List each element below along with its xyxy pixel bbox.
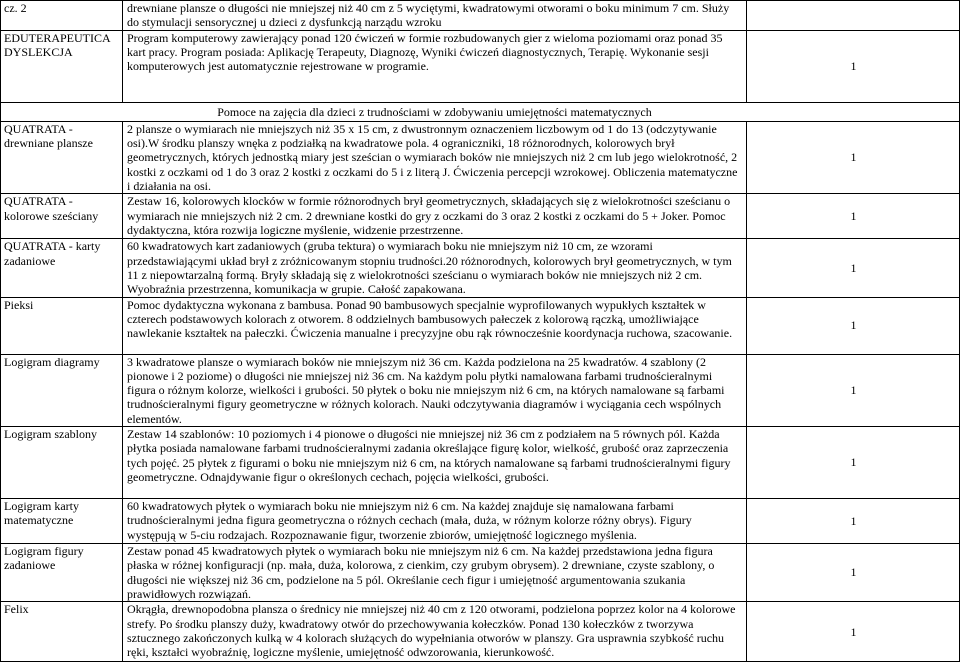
item-description: 3 kwadratowe plansze o wymiarach boków nie mniejszym niż 36 cm. Każda podzielona na 25 kwadratów. 4 szablony (2 pionowe i 2 poziome) o długości nie mniejszej niż 36 cm. Na każdym polu płytki namalowana farbami trudnościeralnymi figura o różnym kolorze, wielkości i grubości. 50 płytek o boku nie mniejszym niż 6 cm, na których namalowane są farbami trudnościeralnymi figury geometryczne w różnych kolorach. Nauki odczytywania diagramów i wyciągania cech wspólnych elementów.: [123, 354, 747, 426]
item-name: QUATRATA - karty zadaniowe: [1, 239, 123, 297]
item-name: Logigram szablony: [1, 427, 123, 499]
item-quantity: 1: [747, 354, 960, 426]
section-header-row: [1, 102, 960, 121]
item-quantity: 1: [747, 602, 960, 662]
table-row: [1, 30, 960, 102]
item-description: 2 plansze o wymiarach nie mniejszych niż 35 x 15 cm, z dwustronnym oznaczeniem liczbowym od 1 do 13 (odczytywanie osi).W środku planszy wnęka z podziałką na kwadratowe pola. 4 ograniczniki, 18 różnorodnych, kolorowych brył geometrycznych, których jednostką miary jest sześcian o wymiarach boków nie mniejszych niż 2 cm lub jego wielokrotność, 2 kostki z oczkami od 1 do 3 oraz 2 kostki z oczkami do 5 i z literą J. Ćwiczenia percepcji wzrokowej. Obliczenia matematyczne i działania na osi.: [123, 121, 747, 193]
item-name: Logigram figury zadaniowe: [1, 544, 123, 602]
item-quantity: 1: [747, 121, 960, 193]
item-description: drewniane plansze o długości nie mniejszej niż 40 cm z 5 wyciętymi, kwadratowymi otworami o boku minimum 7 cm. Służy do stymulacji sensorycznej u dzieci z dysfunkcją narządu wzroku: [123, 1, 747, 31]
table-row: [1, 354, 960, 426]
item-quantity: [747, 1, 960, 31]
item-name: EDUTERAPEUTICA DYSLEKCJA: [1, 30, 123, 102]
item-quantity: 1: [747, 30, 960, 102]
item-description: 60 kwadratowych płytek o wymiarach boku nie mniejszym niż 6 cm. Na każdej znajduje się namalowana farbami trudnościeralnymi jedna figura geometryczna o różnych cechach (mała, duża, w różnym kolorze różny obrys). Figury występują w 5-ciu rodzajach. Rozpoznawanie figur, tworzenie zbiorów, umiejętność logicznego myślenia.: [123, 499, 747, 544]
item-description: Program komputerowy zawierający ponad 120 ćwiczeń w formie rozbudowanych gier z wieloma poziomami oraz ponad 35 kart pracy. Program posiada: Aplikację Terapeuty, Diagnozę, Wyniki ćwiczeń diagnostycznych, Terapię. Wykonanie sesji komputerowych jest automatycznie rejestrowane w programie.: [123, 30, 747, 102]
table-row: [1, 499, 960, 544]
item-description: Pomoc dydaktyczna wykonana z bambusa. Ponad 90 bambusowych specjalnie wyprofilowanych wypukłych kształtek w czterech podstawowych kolorach z otworem. 8 oddzielnych bambusowych pałeczek z kolorową rączką, umożliwiające nawlekanie kształtek na pałeczki. Ćwiczenia manualne i precyzyjne obu rąk równocześnie koordynacja ruchowa, szacowanie.: [123, 297, 747, 354]
section-title: Pomoce na zajęcia dla dzieci z trudnościami w zdobywaniu umiejętności matematycznych: [123, 102, 747, 121]
item-name: Felix: [1, 602, 123, 662]
item-quantity: 1: [747, 239, 960, 297]
item-quantity: 1: [747, 499, 960, 544]
table-row: [1, 194, 960, 239]
table-row: [1, 544, 960, 602]
table-row: [1, 427, 960, 499]
item-quantity: 1: [747, 427, 960, 499]
table-row: [1, 239, 960, 297]
item-description: Zestaw 14 szablonów: 10 poziomych i 4 pionowe o długości nie mniejszej niż 36 cm z podziałem na 5 równych pól. Każda płytka posiada namalowane farbami trudnościeralnymi zadania określające figurę kolor, wielkość, grubość oraz zaprzeczenia tych pojęć. 25 płytek z figurami o boku nie mniejszym niż 6 cm, na których namalowane są farbami trudnościeralnymi figury geometryczne. Odnajdywanie figur o określonych cechach, pojęcia wielkości, grubości.: [123, 427, 747, 499]
item-quantity: 1: [747, 297, 960, 354]
table-row: [1, 1, 960, 31]
item-name: QUATRATA - drewniane plansze: [1, 121, 123, 193]
item-name: QUATRATA - kolorowe sześciany: [1, 194, 123, 239]
item-description: 60 kwadratowych kart zadaniowych (gruba tektura) o wymiarach boku nie mniejszym niż 10 cm, ze wzorami przedstawiającymi układ brył z zróżnicowanym stopniu trudności.20 różnorodnych, kolorowych brył geometrycznych, w tym 11 z niepowtarzalną formą. Bryły składają się z wielokrotności sześcianu o wymiarach boków nie mniejszych niż 2 cm. Wyobraźnia przestrzenna, komunikacja w grupie. Całość zapakowana.: [123, 239, 747, 297]
item-name: Logigram karty matematyczne: [1, 499, 123, 544]
item-description: Zestaw 16, kolorowych klocków w formie różnorodnych brył geometrycznych, składających się z wielokrotności sześcianu o wymiarach nie mniejszych niż 2 cm. 2 drewniane kostki do gry z oczkami do 3 oraz 2 kostki z oczkami do 5 + Joker. Pomoc dydaktyczna, która rozwija logiczne myślenie, widzenie przestrzenne.: [123, 194, 747, 239]
table-row: [1, 121, 960, 193]
item-description: Zestaw ponad 45 kwadratowych płytek o wymiarach boku nie mniejszym niż 6 cm. Na każdej przedstawiona jedna figura płaska w różnej konfiguracji (np. mała, duża, kolorowa, z cienkim, czy grubym obrysem). 2 drewniane, czyste szablony, o długości nie większej niż 36 cm, podzielone na 5 pól. Określanie cech figur i umiejętność argumentowania szukania prawidłowych rozwiązań.: [123, 544, 747, 602]
item-quantity: 1: [747, 194, 960, 239]
table-row: [1, 602, 960, 662]
item-description: Okrągła, drewnopodobna plansza o średnicy nie mniejszej niż 40 cm z 120 otworami, podzielona poprzez kolor na 4 kolorowe strefy. Po środku planszy duży, kwadratowy otwór do przechowywania kołeczków. Ponad 130 kołeczków z tworzywa sztucznego zakończonych kulką w 4 kolorach służących do wypełniania otworów w planszy. Gra usprawnia szybkość ruchu ręki, kształci wyobraźnię, logiczne myślenie, umiejętność odwzorowania, kierunkowość.: [123, 602, 747, 662]
item-name: Pieksi: [1, 297, 123, 354]
item-name: cz. 2: [1, 1, 123, 31]
table-row: [1, 297, 960, 354]
item-quantity: 1: [747, 544, 960, 602]
item-name: Logigram diagramy: [1, 354, 123, 426]
